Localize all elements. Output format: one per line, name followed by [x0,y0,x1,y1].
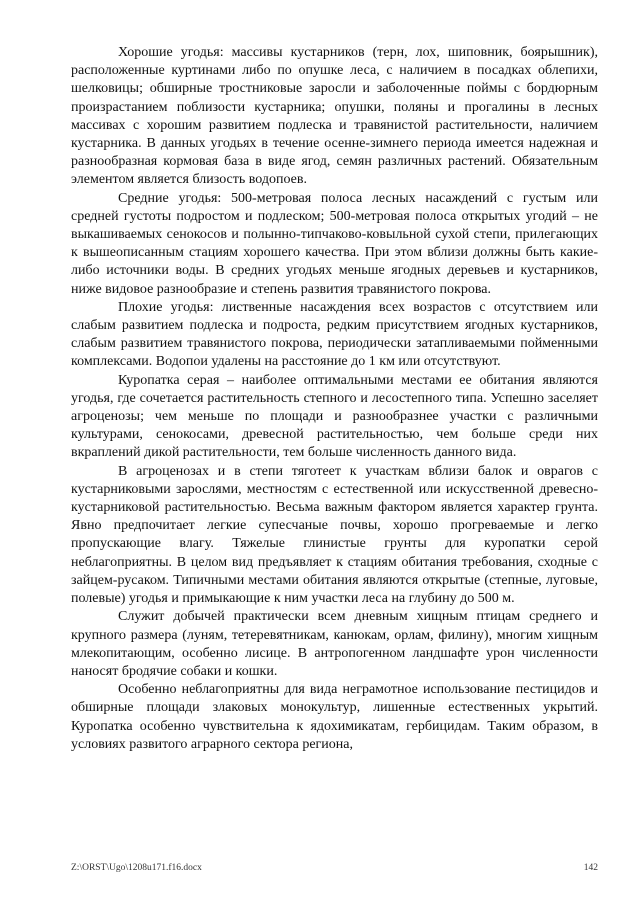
body-text [71,44,598,754]
paragraph-pesticides: Особенно неблагоприятны для вида неграмотное использование пестицидов и обширные площади злаковых монокультур, лишенные естественных укрытий. Куропатка особенно чувствительна к ядохимикатам, гербицидам. Таким образом, в условиях развитого аграрного сектора региона, [71,682,598,752]
page-footer [71,863,598,877]
paragraph-grey-partridge: Куропатка серая – наиболее оптимальными местами ее обитания являются угодья, где сочетается растительность степного и лесостепного типа. Успешно заселяет агроценозы; чем меньше по площади и разнообразнее участки с различными культурами, сенокосами, древесной растительностью, чем больше среди них вкраплений дикой растительности, тем больше численность данного вида. [71,372,598,461]
paragraph-poor-lands: Плохие угодья: лиственные насаждения всех возрастов с отсутствием или слабым развитием подлеска и подроста, редким присутствием ягодных кустарников, слабым развитием травянистого покрова, периодически затапливаемыми пойменными комплексами. Водопои удалены на расстояние до 1 км или отсутствуют. [71,299,598,370]
paragraph-medium-lands: Средние угодья: 500-метровая полоса лесных насаждений с густым или средней густоты подростом и подлеском; 500-метровая полоса открытых угодий – не выкашиваемых сенокосов и полынно-типчаково-ковыльной сухой степи, прилегающих к вышеописанным стациям хорошего качества. При этом вблизи должны быть какие-либо источники воды. В средних угодьях меньше ягодных деревьев и кустарников, ниже видовое разнообразие и степень развития травянистого покрова. [71,190,598,297]
footer-file-path: Z:\ORST\Ugo\1208u171.f16.docx [71,863,202,873]
paragraph-good-lands: Хорошие угодья: массивы кустарников (терн, лох, шиповник, боярышник), расположенные куртинами либо по опушке леса, с наличием в посадках облепихи, шелковицы; обширные тростниковые заросли и заболоченные поймы с бордюрным произрастанием поблизости кустарника; опушки, поляны и прогалины в лесных массивах с хорошим развитием подлеска и травянистой растительности, наличием кустарника. В данных угодьях в течение осенне-зимнего периода имеется надежная и разнообразная кормовая база в виде ягод, семян различных растений. Обязательным элементом является близость водопоев. [71,45,598,188]
paragraph-agrocenoses: В агроценозах и в степи тяготеет к участкам вблизи балок и оврагов с кустарниковыми зарослями, местностям с естественной или искусственной древесно-кустарниковой растительностью. Весьма важным фактором является характер грунта. Явно предпочитает легкие супесчаные почвы, хорошо прогреваемые и легко пропускающие влагу. Тяжелые глинистые грунты для куропатки серой неблагоприятны. В целом вид предъявляет к стациям обитания требования, сходные с зайцем-русаком. Типичными местами обитания являются открытые (степные, луговые, полевые) угодья и примыкающие к ним участки леса на глубину до 500 м. [71,463,598,607]
footer-page-number: 142 [583,863,598,873]
paragraph-predators: Служит добычей практически всем дневным хищным птицам среднего и крупного размера (луням, тетеревятникам, канюкам, орлам, филину), многим хищным млекопитающим, особенно лисице. В антропогенном ландшафте урон численности наносят бродячие собаки и кошки. [71,609,598,679]
